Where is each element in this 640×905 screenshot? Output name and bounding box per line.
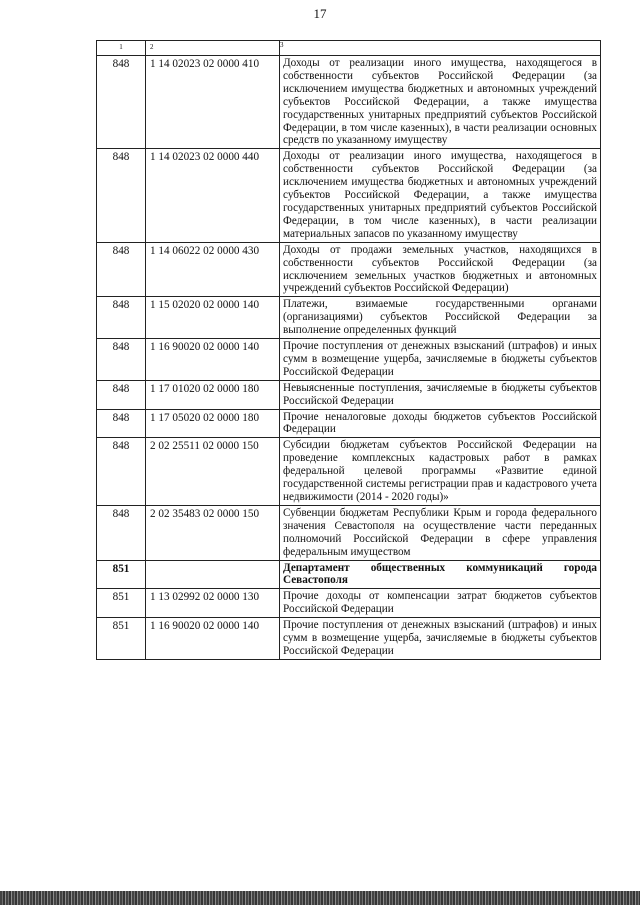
header-col-2: 2	[146, 41, 280, 56]
admin-code-cell: 848	[97, 242, 146, 297]
table-row	[97, 56, 601, 149]
admin-code-cell: 851	[97, 560, 146, 589]
admin-code-cell: 851	[97, 618, 146, 660]
revenue-name-cell: Невыясненные поступления, зачисляемые в бюджеты субъектов Российской Федерации	[280, 380, 601, 409]
revenue-name-cell: Платежи, взимаемые государственными органами (организациями) субъектов Российской Федерации за выполнение определенных функций	[280, 297, 601, 339]
table-row	[97, 339, 601, 381]
header-col-1: 1	[97, 41, 146, 56]
revenue-name-cell: Департамент общественных коммуникаций города Севастополя	[280, 560, 601, 589]
table-row	[97, 618, 601, 660]
revenue-name-cell: Прочие поступления от денежных взысканий (штрафов) и иных сумм в возмещение ущерба, зачисляемые в бюджеты субъектов Российской Федерации	[280, 618, 601, 660]
budget-code-cell	[146, 560, 280, 589]
budget-code-cell: 1 14 02023 02 0000 440	[146, 149, 280, 242]
table-row	[97, 409, 601, 438]
budget-code-cell: 1 16 90020 02 0000 140	[146, 339, 280, 381]
table-row	[97, 297, 601, 339]
admin-code-cell: 848	[97, 56, 146, 149]
budget-code-cell: 1 17 05020 02 0000 180	[146, 409, 280, 438]
admin-code-cell: 851	[97, 589, 146, 618]
revenue-name-cell: Прочие поступления от денежных взысканий (штрафов) и иных сумм в возмещение ущерба, зачисляемые в бюджеты субъектов Российской Федерации	[280, 339, 601, 381]
table-row	[97, 505, 601, 560]
budget-code-cell: 1 14 06022 02 0000 430	[146, 242, 280, 297]
scan-artifact-strip	[0, 891, 640, 905]
budget-code-cell: 1 14 02023 02 0000 410	[146, 56, 280, 149]
header-col-3: 3	[280, 41, 601, 56]
admin-code-cell: 848	[97, 339, 146, 381]
admin-code-cell: 848	[97, 149, 146, 242]
admin-code-cell: 848	[97, 380, 146, 409]
budget-code-cell: 2 02 25511 02 0000 150	[146, 438, 280, 506]
admin-code-cell: 848	[97, 438, 146, 506]
table-body	[97, 41, 601, 660]
admin-code-cell: 848	[97, 297, 146, 339]
table-row	[97, 380, 601, 409]
table-row	[97, 242, 601, 297]
budget-code-cell: 1 17 01020 02 0000 180	[146, 380, 280, 409]
table-header-row	[97, 41, 601, 56]
revenue-name-cell: Доходы от реализации иного имущества, находящегося в собственности субъектов Российской Федерации (за исключением имущества бюджетных и автономных учреждений субъектов Российской Федерации, а также имущества государственных унитарных предприятий субъектов Российской Федерации, в том числе казенных), в части реализации основных средств по указанному имуществу	[280, 56, 601, 149]
revenue-name-cell: Прочие неналоговые доходы бюджетов субъектов Российской Федерации	[280, 409, 601, 438]
budget-code-cell: 2 02 35483 02 0000 150	[146, 505, 280, 560]
revenue-name-cell: Прочие доходы от компенсации затрат бюджетов субъектов Российской Федерации	[280, 589, 601, 618]
page-number: 17	[313, 6, 327, 21]
admin-code-cell: 848	[97, 505, 146, 560]
table-row	[97, 438, 601, 506]
revenue-name-cell: Доходы от реализации иного имущества, находящегося в собственности субъектов Российской Федерации (за исключением имущества бюджетных и автономных учреждений субъектов Российской Федерации, а также имущества государственных унитарных предприятий субъектов Российской Федерации, в том числе казенных), в части реализации материальных запасов по указанному имуществу	[280, 149, 601, 242]
revenue-name-cell: Субвенции бюджетам Республики Крым и города федерального значения Севастополя на осуществление части переданных полномочий Российской Федерации в сфере управления федеральным имуществом	[280, 505, 601, 560]
budget-code-cell: 1 16 90020 02 0000 140	[146, 618, 280, 660]
section-header-row	[97, 560, 601, 589]
budget-code-cell: 1 15 02020 02 0000 140	[146, 297, 280, 339]
revenue-codes-table	[96, 40, 601, 660]
table-row	[97, 589, 601, 618]
admin-code-cell: 848	[97, 409, 146, 438]
revenue-name-cell: Доходы от продажи земельных участков, находящихся в собственности субъектов Российской Федерации (за исключением земельных участков бюджетных и автономных учреждений субъектов Российской Федерации)	[280, 242, 601, 297]
table-row	[97, 149, 601, 242]
revenue-name-cell: Субсидии бюджетам субъектов Российской Федерации на проведение комплексных кадастровых работ в рамках федеральной целевой программы «Развитие единой государственной системы регистрации прав и кадастрового учета недвижимости (2014 - 2020 годы)»	[280, 438, 601, 506]
budget-code-cell: 1 13 02992 02 0000 130	[146, 589, 280, 618]
